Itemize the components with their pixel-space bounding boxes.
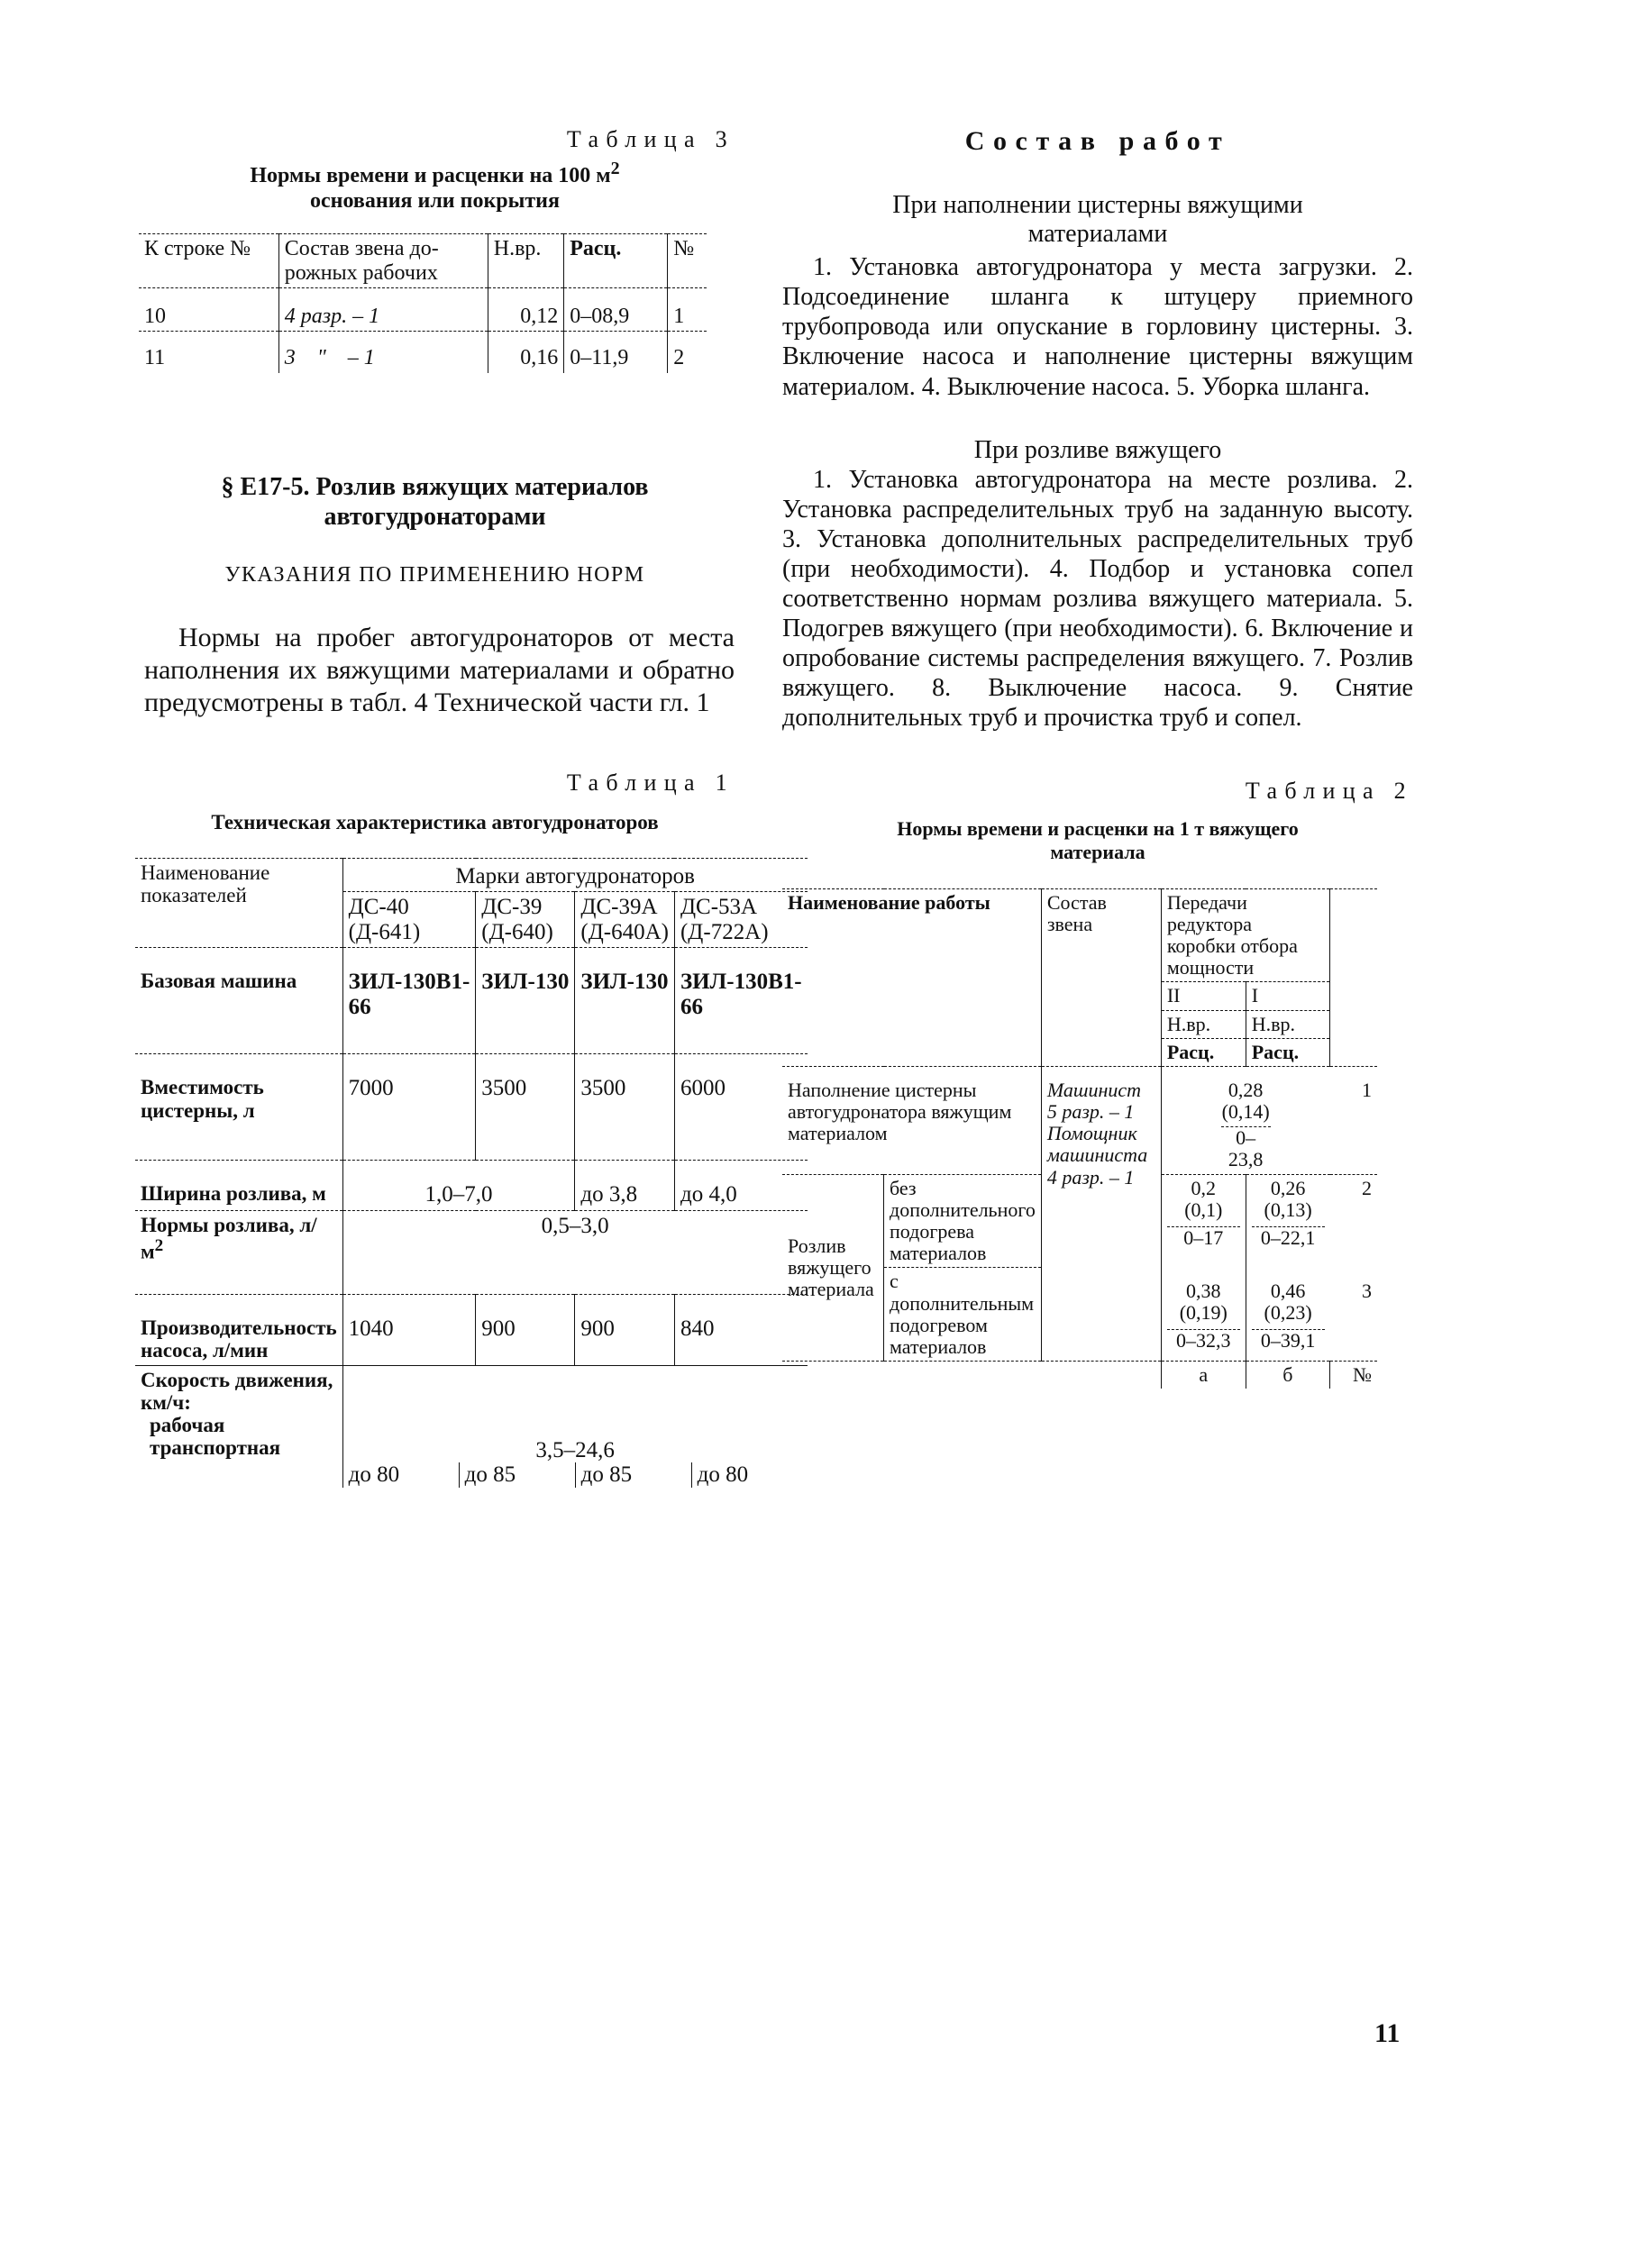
table1-title: Техническая характеристика автогудронаторов [211,810,659,833]
table3-cell: 1 [668,287,707,331]
table3 [139,233,707,373]
table3-cell: 10 [139,287,278,331]
table2-nvr-b: Н.вр. [1246,1010,1329,1038]
table-row [139,332,707,373]
table2-row3-a-nvr: 0,38 [1186,1279,1221,1302]
table1-speed-transport: до 80 [343,1462,460,1488]
table-row [782,888,1377,982]
table2-row1-name: Наполнение цистерны автогудронатора вяжущим материалом [782,1066,1041,1174]
table2-header-work: Наименование работы [782,888,1041,1066]
instructions-text: Нормы на пробег автогудронаторов от места наполнения их вяжущими материалами и обратно предусмотрены в табл. 4 Технической части гл. 1 [144,622,735,717]
table1-model: ДС-39А (Д-640А) [575,892,675,948]
table2-header-crew: Состав звена [1041,888,1161,1066]
table1-row-label: Производительность насоса, л/мин [135,1294,342,1365]
table-row [782,1362,1377,1389]
page-number: 11 [1374,2018,1401,2048]
table1-model: ДС-39 (Д-640) [476,892,575,948]
table2-row1-num: 1 [1330,1066,1378,1174]
table2-row2-b-nvr2: (0,13) [1264,1198,1312,1221]
table3-cell: 0–08,9 [564,287,668,331]
table1-row-label [135,1365,342,1488]
table-row [782,1066,1377,1174]
table2-row2-a-rasc: 0–17 [1167,1226,1240,1249]
table1-cell: ЗИЛ-130В1-66 [342,948,476,1054]
table1-cell: 3500 [575,1054,675,1161]
table2-footer-b: б [1246,1362,1329,1389]
right-column [782,126,1413,1389]
table3-cell: 4 разр. – 1 [278,287,488,331]
work-composition-heading: Состав работ [964,126,1231,156]
table1-speed-label: Скорость движения, км/ч: [141,1368,333,1414]
table2-row2-a-nvr2: (0,1) [1184,1198,1223,1221]
table3-header-rasc: Расц. [564,234,668,288]
table3-title-line2: основания или покрытия [310,188,560,213]
table3-header-num: № [668,234,707,288]
table2-title [782,817,1413,865]
instructions-heading: УКАЗАНИЯ ПО ПРИМЕНЕНИЮ НОРМ [224,562,645,587]
table-row [135,858,808,892]
table3-cell: 0–11,9 [564,332,668,373]
table2-footer-blank [782,1362,1041,1389]
table2-row3-num: 3 [1362,1279,1372,1302]
section-title-line2: автогудронаторами [324,503,546,532]
table1-caption: Таблица 1 [566,769,735,796]
table1-cell: 900 [575,1294,675,1365]
table1-cell: до 3,8 [575,1161,675,1211]
table2-title-line2: материала [1050,841,1145,864]
table1-cell: 7000 [342,1054,476,1161]
table1-speed-transport: до 80 [697,1462,749,1488]
table2-row1-values [1161,1066,1329,1174]
table3-cell: 3 " – 1 [278,332,488,373]
table3-cell: 0,12 [488,287,563,331]
table2-caption: Таблица 2 [1245,777,1413,804]
table1-row-label [135,1210,342,1294]
table1-cell: 900 [476,1294,575,1365]
table2-row3-name: с дополнительным подогревом материалов [884,1268,1042,1362]
table1-norms-sup: 2 [154,1236,164,1256]
table2-row2-b-nvr: 0,26 [1270,1176,1306,1199]
table1-cell: 6000 [674,1054,807,1161]
table3-caption: Таблица 3 [566,126,735,152]
table2-row3-b-rasc: 0–39,1 [1252,1329,1325,1352]
table1-row-label: Базовая машина [135,948,342,1054]
table-row [135,1365,808,1488]
table2-title-line1: Нормы времени и расценки на 1 т вяжущего [897,816,1299,840]
table-row [135,1161,808,1211]
filling-heading: При наполнении цистерны вяжущими материалами [892,191,1303,249]
table-row [135,1054,808,1161]
table3-cell: 11 [139,332,278,373]
table1-speed-transport-label: транспортная [150,1436,281,1460]
table2-row1-nvr2: (0,14) [1221,1100,1270,1124]
table2-footer-a: а [1161,1362,1246,1389]
table2-crew: Машинист 5 разр. – 1 Помощник машиниста 4 разр. – 1 [1041,1066,1161,1361]
table1-cell: 1,0–7,0 [342,1161,575,1211]
table1-header-name: Наименование показателей [135,858,342,948]
table2-row3-a-nvr2: (0,19) [1179,1301,1228,1325]
table2-header-blank [1330,888,1378,1066]
filling-text: 1. Установка автогудронатора у места загрузки. 2. Подсоединение шланга к штуцеру приемного трубопровода или опускание в горловину цистерны. 3. Включение насоса и наполнение цистерны вяжущим материалом. 4. Выключение насоса. 5. Уборка шланга. [782,253,1413,401]
table2-row1-rasc: 0–23,8 [1221,1126,1271,1170]
table1-speed-work: 3,5–24,6 [535,1437,615,1462]
table1-speed-transport: до 85 [460,1462,576,1488]
table2-nvr-a: Н.вр. [1161,1010,1246,1038]
table-row [135,1294,808,1365]
table2-row3-a-rasc: 0–32,3 [1167,1329,1240,1352]
table1-cell: до 4,0 [674,1161,807,1211]
table1-cell: 1040 [342,1294,476,1365]
table1 [135,858,808,1488]
table1-speed-transport: до 85 [576,1462,692,1488]
table3-title [135,159,735,214]
table2-row3-b-nvr: 0,46 [1270,1279,1306,1302]
table1-cell: ЗИЛ-130 [575,948,675,1054]
pouring-heading: При розливе вяжущего [973,435,1222,464]
table1-cell: 0,5–3,0 [342,1210,807,1294]
table2-row2-b [1246,1174,1329,1268]
table2-row2-num: 2 [1330,1174,1378,1268]
left-column [135,126,802,1488]
table3-header-nvr: Н.вр. [488,234,563,288]
table1-cell: ЗИЛ-130 [476,948,575,1054]
table2-group-label: Розлив вяжущего материала [782,1174,884,1362]
table2 [782,888,1377,1389]
table2-footer-blank [1041,1362,1161,1389]
table1-row-label: Вместимость цистерны, л [135,1054,342,1161]
table1-header-group: Марки автогудронаторов [342,858,807,892]
table1-model: ДС-53А (Д-722А) [680,895,769,944]
table3-title-line1: Нормы времени и расценки на 100 м [250,164,611,187]
table2-row3-b [1246,1268,1329,1362]
table2-row2-a-nvr: 0,2 [1191,1176,1217,1199]
table2-gear-ii: II [1161,982,1246,1010]
table1-speed-work-label: рабочая [150,1414,225,1437]
table3-title-sup: 2 [610,159,620,178]
section-title [135,472,735,533]
table3-cell: 0,16 [488,332,563,373]
table1-row-label: Ширина розлива, м [135,1161,342,1211]
table1-cell: 840 [674,1294,807,1365]
table3-cell: 2 [673,346,685,370]
table2-row3-b-nvr2: (0,23) [1264,1301,1312,1325]
table1-cell: ЗИЛ-130В1-66 [674,948,807,1054]
table1-norms-label: Нормы розлива, л/м [141,1213,317,1263]
table2-gear-i: I [1246,982,1329,1010]
table3-header-row: К строке № [139,234,278,288]
table1-model: ДС-40 (Д-641) [342,892,476,948]
pouring-text: 1. Установка автогудронатора на месте розлива. 2. Установка распределительных труб на заданную высоту. 3. Установка дополнительных распределительных труб (при необходимости). 4. Подбор и установка сопел соответственно нормам розлива вяжущего материала. 5. Подогрев вяжущего (при необходимости). 6. Включение и опробование системы распределения вяжущего. 7. Розлив вяжущего. 8. Выключение насоса. 9. Снятие дополнительных труб и прочистка труб и сопел. [782,465,1413,732]
table2-row3-a [1161,1268,1246,1362]
table2-row1-nvr: 0,28 [1228,1078,1264,1101]
table2-rasc-b: Расц. [1251,1040,1300,1063]
table2-row2-name: без дополнительного подогрева материалов [884,1174,1042,1268]
table2-footer-num: № [1330,1362,1378,1389]
table2-row2-b-rasc: 0–22,1 [1252,1226,1325,1249]
table1-cell: 3500 [476,1054,575,1161]
section-title-line1: § Е17-5. Розлив вяжущих материалов [221,472,649,501]
table-row [135,948,808,1054]
table2-row2-a [1161,1174,1246,1268]
table2-rasc-a: Расц. [1161,1038,1246,1066]
table-row [139,287,707,331]
table3-header-crew: Состав звена до-рожных рабочих [278,234,488,288]
table-row [139,234,707,288]
table-row [135,1210,808,1294]
table2-header-gear: Передачи редуктора коробки отбора мощности [1161,888,1329,982]
table1-speed-values [342,1365,807,1488]
